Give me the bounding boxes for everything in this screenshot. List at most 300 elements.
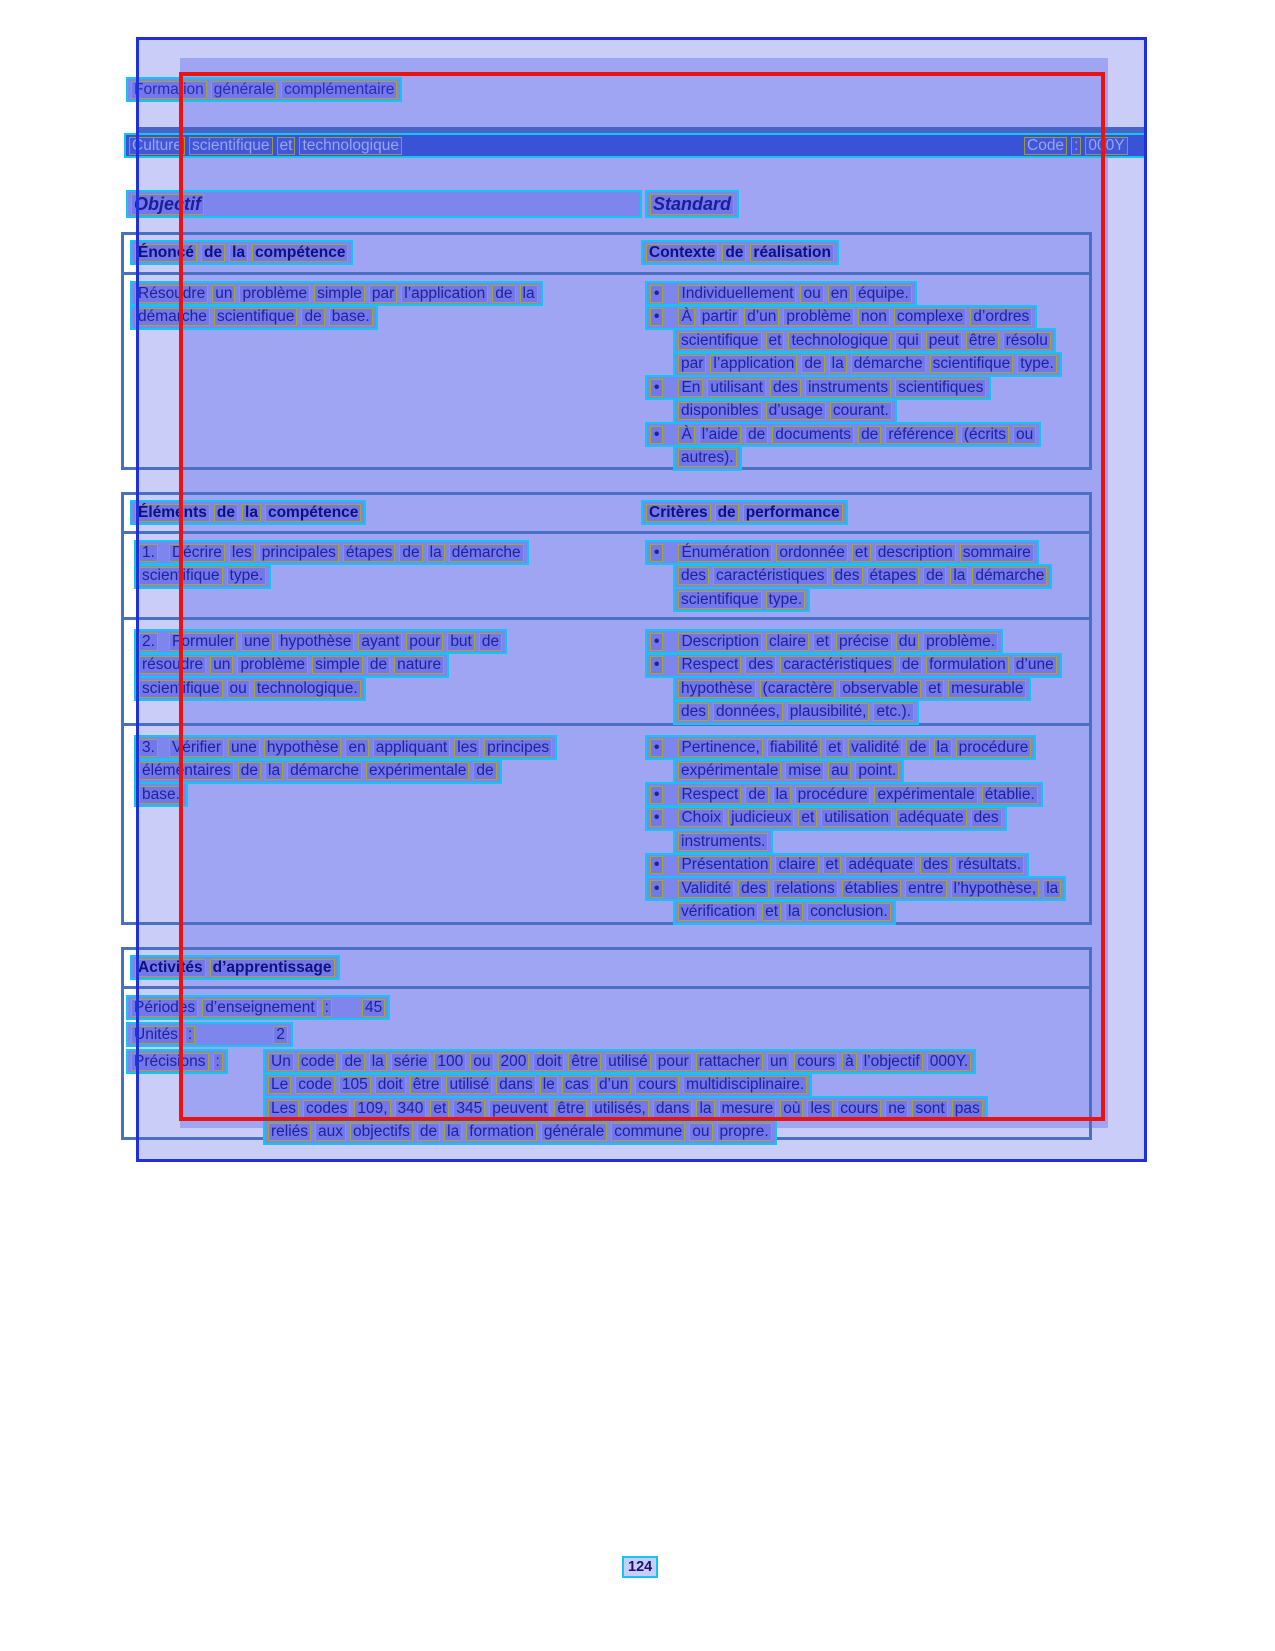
word-box: Vérifier [169,739,224,757]
word-box: complexe [894,308,966,326]
word-box: la [427,544,445,562]
word-box: type. [227,567,267,585]
text-line [673,900,896,925]
word-box: et [813,633,832,651]
word-box: résultats. [955,856,1024,874]
word-box: la [950,567,968,585]
word-box: série [391,1053,431,1071]
word-box: générale [211,81,277,99]
element-2-text [134,629,507,700]
word-box: : [322,999,332,1017]
text-line [645,735,1036,760]
text-line [673,676,1031,701]
word-box: ou [800,285,823,303]
word-box: Les [268,1100,299,1118]
word-box: scientifique [930,355,1014,373]
word-box: d’enseignement [202,999,317,1017]
word-box: Validité [678,880,734,898]
word-box: (caractère [760,680,836,698]
word-box: ou [689,1123,712,1141]
word-box: la [829,355,847,373]
word-box: démarche [851,355,926,373]
bullet-icon: • [650,809,663,827]
text-line [673,564,1052,589]
precisions-label [126,1049,228,1074]
word-box: objectifs [350,1123,413,1141]
word-box: instruments. [678,833,768,851]
word-box: hypothèse [277,633,355,651]
word-box: : [185,1026,195,1044]
word-box: code [295,1076,335,1094]
word-box: expérimentale [678,762,781,780]
word-box: technologique. [254,680,361,698]
word-box: partir [699,308,740,326]
text-line [645,629,1003,654]
bullet-icon: • [650,633,663,651]
word-box: établie. [982,786,1038,804]
bullet-icon: • [650,786,663,804]
word-box: complémentaire [281,81,397,99]
word-box: sommaire [960,544,1034,562]
word-box: hypothèse [678,680,756,698]
word-box: autres). [678,449,737,467]
word-box: et [823,856,842,874]
word-box: l’hypothèse, [951,880,1040,898]
table-separator [124,617,1089,620]
word-box: de [473,762,496,780]
periodes-row [126,995,390,1020]
word-box: ordonnée [776,544,848,562]
word-box: base. [329,308,373,326]
word-box: 105 [339,1076,371,1094]
word-box: un [767,1053,790,1071]
text-line [673,328,1056,353]
word-box: scientifique [139,680,223,698]
word-box: référence [885,426,956,444]
header-enonce-competence [130,240,353,265]
word-box: d’une [1013,656,1057,674]
word-box: de [722,244,746,262]
word-box: en [345,739,368,757]
word-box: performance [743,504,843,522]
word-box: Pertinence, [678,739,762,757]
contexte-bullet-list [645,281,1062,469]
text-line [130,305,378,330]
word-box: utilisé [446,1076,492,1094]
word-box: caractéristiques [780,656,895,674]
word-box: générale [541,1123,607,1141]
word-box: ou [1013,426,1036,444]
word-box: d’un [744,308,779,326]
word-box: Choix [678,809,724,827]
column-title-objectif [126,190,642,218]
word-box: scientifique [678,591,762,609]
word-box: l’application [710,355,797,373]
word-box: de [715,504,739,522]
word-box: peut [926,332,962,350]
bullet-icon: • [650,308,663,326]
word-box: formation [466,1123,537,1141]
word-box: Respect [678,656,741,674]
value-gap [336,1000,358,1016]
text-line [263,1120,777,1145]
word-box: technologique [788,332,891,350]
word-box: cours [794,1053,838,1071]
word-box: résoudre [139,656,206,674]
word-box: Énoncé [135,244,197,262]
word-box: d’ordres [970,308,1032,326]
word-box: dans [653,1100,693,1118]
header-criteres-performance [641,500,848,525]
word-box: une [228,739,260,757]
word-box: d’usage [766,402,826,420]
table-separator [124,531,1089,534]
word-box: base. [139,786,183,804]
word-box: ayant [358,633,402,651]
table-separator [124,723,1089,726]
element-3-text [134,735,557,806]
text-line [673,587,810,612]
bullet-icon: • [650,426,663,444]
word-box: la [934,739,952,757]
word-box: démarche [135,308,210,326]
word-box: Énumération [678,544,772,562]
word-box: Standard [650,194,734,215]
word-box: Formation [131,81,207,99]
word-box: et [277,137,296,155]
word-box: type. [766,591,806,609]
word-box: l’objectif [861,1053,923,1071]
text-line [645,853,1029,878]
word-box: la [265,762,283,780]
word-box: du [896,633,919,651]
word-box: Éléments [135,504,210,522]
word-box: être [410,1076,443,1094]
word-box: étapes [343,544,396,562]
word-box: peuvent [489,1100,550,1118]
word-box: de [214,504,238,522]
word-box: cours [837,1100,881,1118]
word-box: Objectif [131,194,204,215]
word-box: des [770,379,801,397]
word-box: 340 [395,1100,427,1118]
word-box: par [678,355,706,373]
word-box: démarche [287,762,362,780]
word-box: de [801,355,824,373]
word-box: appliquant [373,739,451,757]
text-line [645,806,1007,831]
word-box: problème [783,308,854,326]
word-box: nature [394,656,444,674]
word-box: aux [315,1123,346,1141]
word-box: reliés [268,1123,311,1141]
word-box: code [298,1053,338,1071]
word-box: établies [842,880,901,898]
bullet-icon: • [650,544,663,562]
word-box: de [906,739,929,757]
word-box: les [454,739,480,757]
word-box: principales [259,544,339,562]
precisions-text [263,1049,988,1143]
word-box: une [241,633,273,651]
word-box: doit [375,1076,406,1094]
word-box: Décrire [169,544,225,562]
word-box: Formuler [169,633,237,651]
column-title-standard [645,190,739,218]
word-box: À [678,426,694,444]
word-box: de [341,1053,364,1071]
word-box: la [242,504,261,522]
word-box: simple [312,656,363,674]
list-number: 1. [139,544,158,562]
word-box: l’aide [699,426,741,444]
word-box: mesure [719,1100,777,1118]
word-box: problème. [923,633,998,651]
word-box: de [492,285,515,303]
word-box: Résoudre [135,285,208,303]
word-box: relations [773,880,838,898]
word-box: de [238,762,261,780]
word-box: la [520,285,538,303]
word-box: de [858,426,881,444]
word-box: entre [905,880,946,898]
word-box: adéquate [845,856,916,874]
word-box: la [773,786,791,804]
course-code [1024,137,1128,155]
word-box: vérification [678,903,758,921]
word-box: en [828,285,851,303]
word-box: expérimentale [366,762,469,780]
word-box: un [210,656,233,674]
word-box: 000Y [1085,137,1127,155]
unites-row [126,1022,293,1047]
word-box: 000Y. [927,1053,972,1071]
word-box: caractéristiques [713,567,828,585]
text-line [645,281,917,306]
text-line [263,1096,988,1121]
word-box: Périodes [131,999,198,1017]
document-title [126,77,402,102]
word-box: non [858,308,890,326]
word-box: de [923,567,946,585]
word-box: disponibles [678,402,762,420]
word-box: la [444,1123,462,1141]
word-box: pas [952,1100,983,1118]
word-box: la [696,1100,714,1118]
text-line [263,1073,812,1098]
word-box: procédure [795,786,871,804]
word-box: multidisciplinaire. [683,1076,807,1094]
page-number: 124 [622,1556,658,1578]
word-box: et [766,332,785,350]
list-number: 2. [139,633,158,651]
word-box: validité [848,739,902,757]
word-box: 109, [354,1100,390,1118]
word-box: utilisés, [591,1100,649,1118]
word-box: démarche [449,544,524,562]
word-box: sont [912,1100,947,1118]
word-box: claire [775,856,818,874]
word-box: instruments [805,379,891,397]
text-line [645,540,1039,565]
word-box: type. [1017,355,1057,373]
text-line [673,829,773,854]
word-box: des [920,856,951,874]
word-box: la [1043,880,1061,898]
word-box: résolu [1003,332,1051,350]
word-box: fiabilité [767,739,821,757]
word-box: les [229,544,255,562]
word-box: problème [239,285,310,303]
bullet-icon: • [650,379,663,397]
word-box: et [852,544,871,562]
word-box: Unités [131,1026,181,1044]
word-box: de [201,244,225,262]
word-box: et [798,809,817,827]
word-box: 200 [498,1053,530,1071]
text-line [134,564,271,589]
text-line [645,876,1066,901]
word-box: élémentaires [139,762,234,780]
word-box: équipe. [855,285,912,303]
value-gap [199,1027,269,1043]
critere-1-bullet-list [645,540,1052,611]
word-box: par [369,285,397,303]
word-box: scientifiques [895,379,986,397]
word-box: doit [533,1053,564,1071]
word-box: courant. [830,402,892,420]
word-box: de [417,1123,440,1141]
word-box: être [554,1100,587,1118]
word-box: les [807,1100,833,1118]
word-box: compétence [265,504,361,522]
word-box: Un [268,1053,294,1071]
critere-2-bullet-list [645,629,1062,723]
bullet-icon: • [650,285,663,303]
text-line [673,446,742,471]
word-box: ne [885,1100,908,1118]
word-box: qui [895,332,922,350]
word-box: scientifique [189,137,273,155]
word-box: de [479,633,502,651]
word-box: documents [772,426,854,444]
word-box: des [678,703,709,721]
word-box: au [828,762,851,780]
word-box: d’apprentissage [210,959,335,977]
word-box: utilisé [605,1053,651,1071]
word-box: Contexte [646,244,718,262]
word-box: : [1071,137,1081,155]
word-box: de [899,656,922,674]
text-line [645,375,991,400]
table-separator [124,272,1089,275]
text-line [134,653,449,678]
word-box: rattacher [696,1053,763,1071]
text-line [645,782,1043,807]
word-box: conclusion. [807,903,891,921]
text-line [645,305,1037,330]
word-box: le [540,1076,558,1094]
word-box: et [825,739,844,757]
word-box: la [369,1053,387,1071]
word-box: la [785,903,803,921]
word-box: être [568,1053,601,1071]
word-box: et [925,680,944,698]
word-box: adéquate [896,809,967,827]
word-box: scientifique [214,308,298,326]
word-box: judicieux [728,809,794,827]
word-box: d’un [596,1076,631,1094]
word-box: problème [237,656,308,674]
word-box: : [213,1053,223,1071]
header-bar-line [124,133,1147,158]
word-box: technologique [299,137,402,155]
word-box: plausibilité, [787,703,870,721]
word-box: Individuellement [678,285,796,303]
word-box: mise [785,762,824,780]
text-line [134,676,366,701]
header-activites-apprentissage [130,955,340,980]
word-box: Présentation [678,856,771,874]
text-line [134,735,557,760]
word-box: de [745,786,768,804]
word-box: but [447,633,475,651]
word-box: Culture [129,137,185,155]
word-box: expérimentale [874,786,977,804]
header-contexte-realisation [641,240,839,265]
enonce-text [130,281,543,328]
text-line [673,700,919,725]
text-line [134,629,507,654]
word-box: démarche [972,567,1047,585]
word-box: observable [839,680,921,698]
word-box: dans [496,1076,536,1094]
word-box: mesurable [948,680,1026,698]
word-box: 100 [434,1053,466,1071]
word-box: des [738,880,769,898]
word-box: la [229,244,248,262]
text-line [645,653,1062,678]
word-box: des [678,567,709,585]
word-box: Précisions [131,1053,209,1071]
word-box: pour [655,1053,692,1071]
critere-3-bullet-list [645,735,1066,923]
word-box: scientifique [139,567,223,585]
text-line [645,422,1041,447]
word-box: Critères [646,504,711,522]
word-box: codes [303,1100,350,1118]
word-box: hypothèse [264,739,342,757]
word-box: à [842,1053,857,1071]
word-box: cas [562,1076,592,1094]
bullet-icon: • [650,856,663,874]
bullet-icon: • [650,739,663,757]
word-box: Respect [678,786,741,804]
word-box: Activités [135,959,206,977]
word-box: formulation [926,656,1009,674]
word-box: compétence [252,244,348,262]
word-box: propre. [717,1123,772,1141]
header-elements-competence [130,500,366,525]
list-number: 3. [139,739,158,757]
word-box: et [430,1100,449,1118]
word-box: où [780,1100,803,1118]
text-line [673,352,1062,377]
word-box: procédure [956,739,1032,757]
word-box: des [971,809,1002,827]
bullet-icon: • [650,880,663,898]
word-box: Le [268,1076,291,1094]
